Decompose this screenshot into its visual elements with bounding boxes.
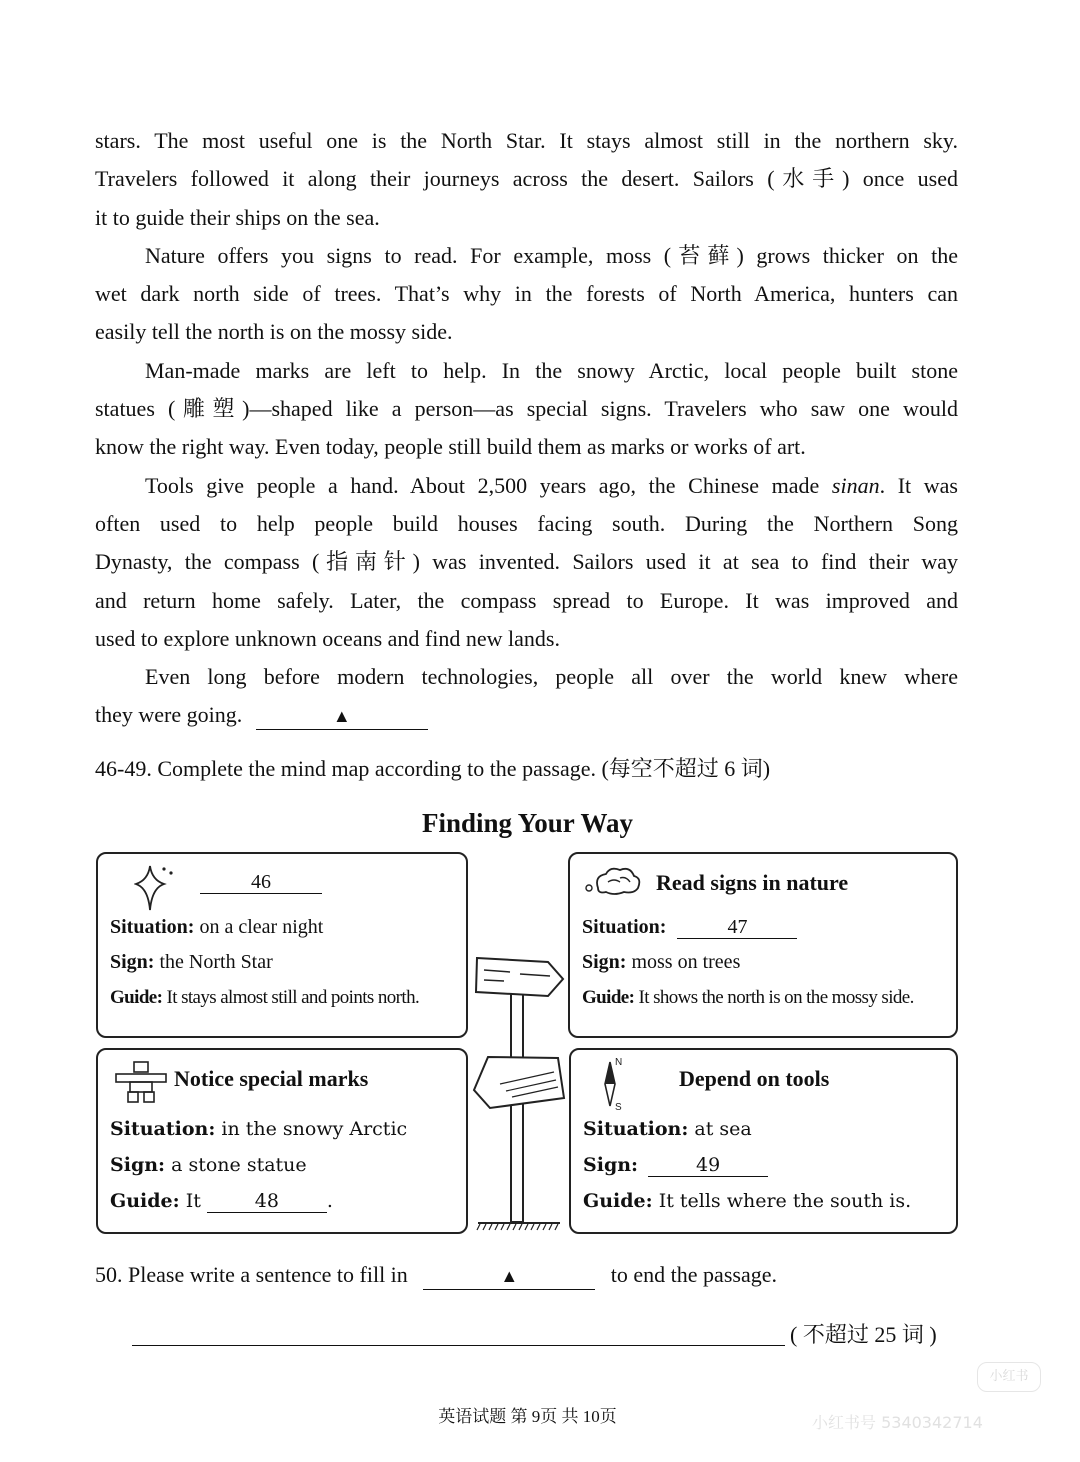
compass-north-label: N [615,1057,623,1068]
mind-map-box-nature [568,852,958,1038]
moss-icon [584,864,646,900]
question-50-blank[interactable] [423,1262,595,1290]
answer-blank-46[interactable]: 46 [200,871,322,894]
answer-blank-48[interactable]: 48 [207,1190,327,1213]
situation-row: Situation: at sea [583,1118,752,1140]
mind-map-box-stars [96,852,468,1038]
passage-line: it to guide their ships on the sea. [95,204,380,230]
box-heading-nature: Read signs in nature [656,870,849,895]
box-heading-marks: Notice special marks [174,1066,369,1091]
answer-blank-49[interactable]: 49 [648,1154,768,1177]
mind-map-title: Finding Your Way [421,808,634,838]
box-heading-tools: Depend on tools [679,1066,830,1091]
passage-line: Travelers followed it along their journeys across the desert. Sailors (水手) once used [95,166,958,192]
passage-line: Man-made marks are left to help. In the snowy Arctic, local people built stone [145,357,958,383]
sinan-term: sinan [831,472,880,498]
compass-south-label: S [615,1102,622,1112]
passage-line: often used to help people build houses facing south. During the Northern Song [95,510,958,536]
triangle-icon: ▲ [500,1266,519,1286]
passage-line: and return home safely. Later, the compass spread to Europe. It was improved and [95,587,958,613]
mind-map-box-tools [569,1048,958,1234]
sign-row: Sign: 49 [583,1154,768,1177]
watermark-badge: 小红书 [977,1362,1041,1392]
star-icon [134,864,178,914]
passage-line: used to explore unknown oceans and find new lands. [95,625,560,651]
passage-line: know the right way. Even today, people still build them as marks or works of art. [95,434,806,460]
passage-blank[interactable] [256,702,428,730]
page-footer: 英语试题 第 9页 共 10页 [438,1407,617,1426]
signpost-icon [470,950,570,1232]
passage-line: Even long before modern technologies, people all over the world knew where [145,664,958,690]
answer-blank-47[interactable]: 47 [677,916,797,939]
passage-line: wet dark north side of trees. That’s why in the forests of North America, hunters can [95,281,958,307]
sign-row: Sign: the North Star [110,951,273,973]
guide-row: Guide: It tells where the south is. [583,1190,912,1212]
passage-line: Nature offers you signs to read. For example, moss (苔藓) grows thicker on the [145,242,958,268]
answer-line-50[interactable] [132,1345,785,1346]
mind-map-box-marks [96,1048,468,1234]
reading-passage [95,122,958,735]
sign-row: Sign: moss on trees [582,951,741,973]
passage-line: stars. The most useful one is the North Star. It stays almost still in the northern sky. [95,128,958,153]
passage-line: Tools give people a hand. About 2,500 years ago, the Chinese made sinan. It was [145,472,958,498]
passage-line: statues (雕塑)—shaped like a person—as special signs. Travelers who saw one would [95,396,958,422]
word-limit: ( 不超过 25 词 ) [790,1322,937,1347]
question-50: 50. Please write a sentence to fill in ▲ to end the passage. [95,1262,777,1290]
compass-icon [599,1054,629,1112]
passage-line: Dynasty, the compass (指南针) was invented. Sailors used it at sea to find their way [95,549,958,575]
sign-row: Sign: a stone statue [110,1154,307,1176]
guide-row: Guide: It 48 . [110,1190,333,1212]
stone-statue-icon [112,1060,172,1104]
guide-row: Guide: It stays almost still and points north. [110,987,420,1008]
situation-row: Situation: on a clear night [110,916,324,938]
guide-row: Guide: It shows the north is on the mossy side. [582,987,914,1008]
situation-row: Situation: 47 [582,916,797,939]
watermark-id: 小红书号 5340342714 [812,1413,983,1432]
question-46-49: 46-49. Complete the mind map according to the passage. (每空不超过 6 词) [95,756,771,781]
situation-row: Situation: in the snowy Arctic [110,1118,408,1140]
triangle-icon: ▲ [332,706,351,727]
passage-line: easily tell the north is on the mossy side. [95,319,453,345]
passage-last-line: they were going. ▲ [95,696,958,734]
